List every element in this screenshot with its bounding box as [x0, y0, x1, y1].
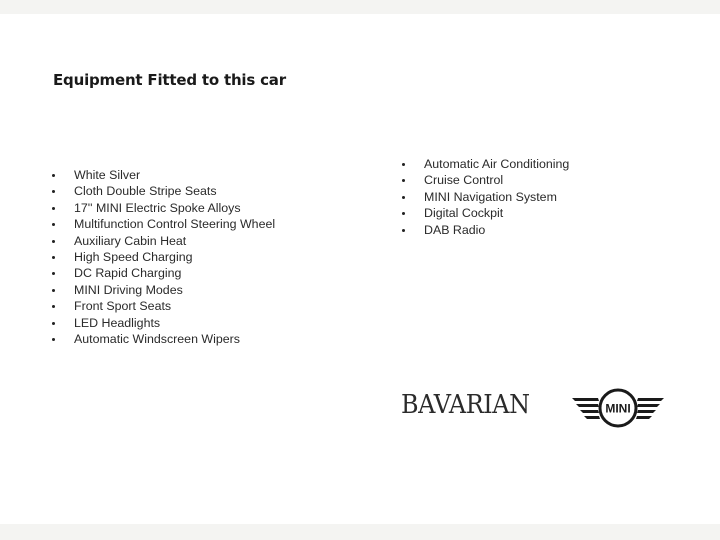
equipment-list-item: [50, 315, 275, 331]
equipment-item-label: Auxiliary Cabin Heat: [74, 233, 187, 248]
equipment-item-label: 17'' MINI Electric Spoke Alloys: [74, 200, 241, 215]
bullet-icon: [402, 212, 405, 215]
bullet-icon: [402, 163, 405, 166]
equipment-item-label: LED Headlights: [74, 315, 161, 330]
bullet-icon: [52, 174, 55, 177]
bullet-icon: [52, 289, 55, 292]
equipment-list-item: [50, 200, 275, 216]
equipment-list-item: [50, 216, 275, 232]
equipment-list-item: [50, 249, 275, 265]
equipment-item-label: Digital Cockpit: [424, 206, 504, 221]
equipment-list-item: [50, 282, 275, 298]
equipment-item-label: White Silver: [74, 168, 141, 182]
equipment-item-label: DAB Radio: [424, 222, 486, 237]
mini-logo-text: MINI: [605, 401, 631, 416]
bullet-icon: [52, 240, 55, 243]
equipment-item-label: Automatic Air Conditioning: [424, 157, 570, 171]
bullet-icon: [52, 272, 55, 275]
equipment-list-left: [50, 167, 275, 347]
equipment-list-item: [400, 205, 569, 221]
equipment-list-item: [50, 183, 275, 199]
bullet-icon: [402, 229, 405, 232]
page-title: Equipment Fitted to this car: [53, 71, 286, 89]
equipment-item-label: DC Rapid Charging: [74, 266, 182, 281]
bullet-icon: [52, 223, 55, 226]
bullet-icon: [52, 256, 55, 259]
equipment-list-item: [50, 331, 275, 347]
equipment-list-item: [50, 167, 275, 183]
bullet-icon: [52, 207, 55, 210]
equipment-list-item: [50, 265, 275, 281]
document-page: [0, 14, 720, 524]
bullet-icon: [402, 196, 405, 199]
dealer-logo: BAVARIAN: [401, 390, 530, 420]
bullet-icon: [52, 190, 55, 193]
equipment-item-label: Automatic Windscreen Wipers: [74, 331, 240, 346]
equipment-list-item: [50, 298, 275, 314]
equipment-item-label: Cruise Control: [424, 173, 504, 188]
equipment-list-item: [400, 156, 569, 172]
equipment-item-label: MINI Driving Modes: [74, 282, 183, 297]
equipment-item-label: Multifunction Control Steering Wheel: [74, 217, 276, 232]
equipment-list-item: [400, 189, 569, 205]
equipment-item-label: Front Sport Seats: [74, 299, 172, 314]
equipment-item-label: MINI Navigation System: [424, 189, 557, 204]
equipment-item-label: High Speed Charging: [74, 249, 193, 264]
mini-wings-logo-icon: [572, 386, 664, 430]
equipment-list-item: [400, 172, 569, 188]
equipment-item-label: Cloth Double Stripe Seats: [74, 184, 217, 199]
equipment-list-item: [400, 222, 569, 238]
bullet-icon: [52, 338, 55, 341]
bullet-icon: [52, 322, 55, 325]
equipment-list-right: [400, 156, 569, 238]
bullet-icon: [52, 305, 55, 308]
bullet-icon: [402, 179, 405, 182]
equipment-list-item: [50, 233, 275, 249]
